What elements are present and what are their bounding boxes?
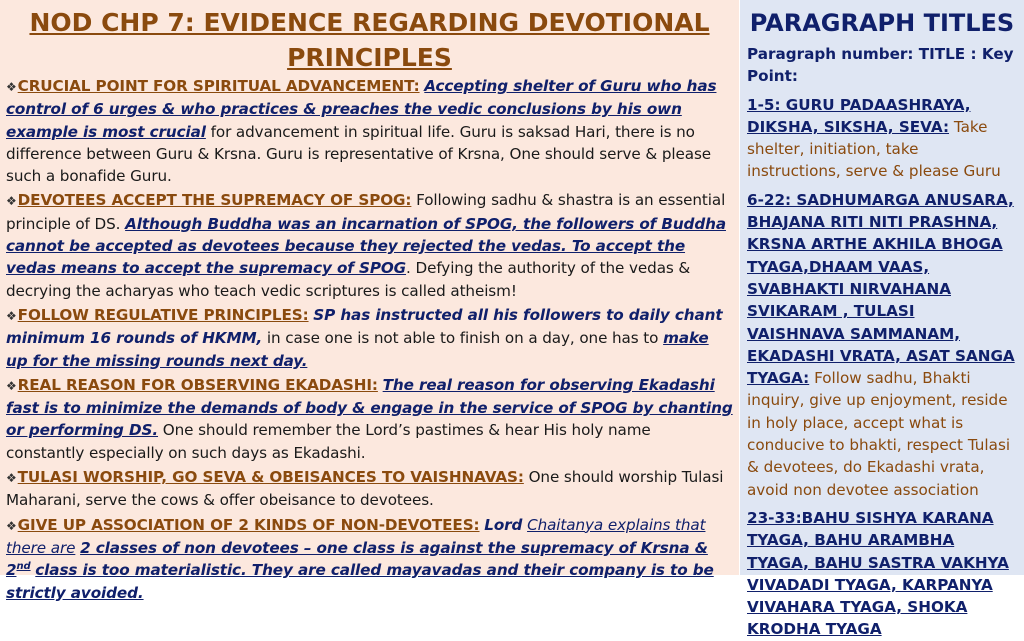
title-item [747,507,1016,641]
diamond-bullet-icon: ❖ [6,80,17,94]
panel-title: PARAGRAPH TITLES [749,9,1015,37]
paragraph-4 [6,374,733,464]
paragraph-text: in case one is not able to finish on a day, one has to [266,329,659,348]
diamond-bullet-icon: ❖ [6,471,17,486]
paragraph-text: One should worship Tulasi Maharani, serve the cows & offer obeisance to devotees. [6,468,724,510]
paragraph-emphasis: Although Buddha was an incarnation of SPOG, the followers of Buddha cannot be accepted as devotees because they rejected the vedas. To accept the vedas means to accept the supremacy of SPOG [6,214,726,278]
paragraph-emphasis: Chaitanya explains that there are [6,515,706,557]
title-item-heading: 6-22: SADHUMARGA ANUSARA, BHAJANA RITI NITI PRASHNA, KRSNA ARTHE AKHILA BHOGA TYAGA,DHAAM VAAS, SVABHAKTI NIRVAHANA SVIKARAM , TULASI VAISHNAVA SAMMANAM, EKADASHI VRATA, ASAT SANGA TYAGA: [747,190,1015,388]
paragraph-3 [6,304,733,372]
paragraph-emphasis: The real reason for observing Ekadashi fast is to minimize the demands of body & engage in the service of SPOG by chanting or performing DS. [6,375,733,440]
paragraph-emphasis-2: make up for the missing rounds next day. [6,329,709,370]
diamond-bullet-icon: ❖ [6,194,17,209]
paragraph-heading: TULASI WORSHIP, GO SEVA & OBEISANCES TO VAISHNAVAS: [17,468,524,487]
paragraph-2 [6,189,733,301]
paragraph-text: for advancement in spiritual life. Guru is saksad Hari, there is no difference between Guru & Krsna. Guru is representative of Krsna, One should serve & please such a bonafide Guru. [6,122,712,186]
title-item-text: Take shelter, initiation, take instructions, serve & please Guru [747,117,1001,181]
content-body [0,75,739,604]
diamond-bullet-icon: ❖ [6,518,17,533]
paragraph-titles-panel [740,0,1024,639]
superscript: nd [16,561,31,573]
paragraph-heading: CRUCIAL POINT FOR SPIRITUAL ADVANCEMENT: [17,77,420,95]
paragraph-5 [6,466,733,512]
paragraph-text-continued: . Defying the authority of the vedas & decrying the acharyas who teach vedic scriptures is called atheism! [6,259,691,300]
paragraph-emphasis: SP has instructed all his followers to daily chant minimum 16 rounds of HKMM, [6,305,723,348]
title-item [747,189,1016,501]
titles-body [740,41,1024,641]
paragraph-6 [6,514,733,604]
paragraph-text: Following sadhu & shastra is an essential principle of DS. [6,191,726,233]
diamond-bullet-icon: ❖ [6,378,17,393]
paragraph-emphasis: Accepting shelter of Guru who has control of 6 urges & who practices & preaches the vedic conclusions by his own example is most crucial [6,77,717,141]
diamond-bullet-icon: ❖ [6,308,17,323]
paragraph-heading: DEVOTEES ACCEPT THE SUPREMACY OF SPOG: [17,191,412,210]
titles-subtitle: Paragraph number: TITLE : Key Point: [747,45,1014,86]
title-item [747,94,1016,183]
title-item-text: Follow sadhu, Bhakti inquiry, give up enjoyment, reside in holy place, accept what is conducive to bhakti, respect Tulasi & devotees, do Ekadashi vrata, avoid non devotee association [747,369,1011,499]
title-item-heading: 23-33:BAHU SISHYA KARANA TYAGA, BAHU ARAMBHA TYAGA, BAHU SASTRA VAKHYA VIVADADI TYAGA, KARPANYA VIVAHARA TYAGA, SHOKA KRODHA TYAGA [747,508,1009,639]
paragraph-1 [6,75,733,187]
paragraph-emphasis-2: 2 classes of non devotees – one class is against the supremacy of Krsna & 2 [6,538,708,580]
paragraph-emphasis-3: class is too materialistic. They are called mayavadas and their company is to be strictly avoided. [6,561,714,602]
paragraph-lord: Lord [484,515,523,534]
page-title: NOD CHP 7: EVIDENCE REGARDING DEVOTIONAL PRINCIPLES [29,8,710,72]
title-item-heading: 1-5: GURU PADAASHRAYA, DIKSHA, SIKSHA, SEVA: [747,95,971,136]
paragraph-heading: FOLLOW REGULATIVE PRINCIPLES: [17,305,309,324]
paragraph-heading: REAL REASON FOR OBSERVING EKADASHI: [17,375,378,394]
paragraph-text: One should remember the Lord’s pastimes & hear His holy name constantly especially on such days as Ekadashi. [6,421,651,462]
paragraph-heading: GIVE UP ASSOCIATION OF 2 KINDS OF NON-DEVOTEES: [17,515,480,534]
